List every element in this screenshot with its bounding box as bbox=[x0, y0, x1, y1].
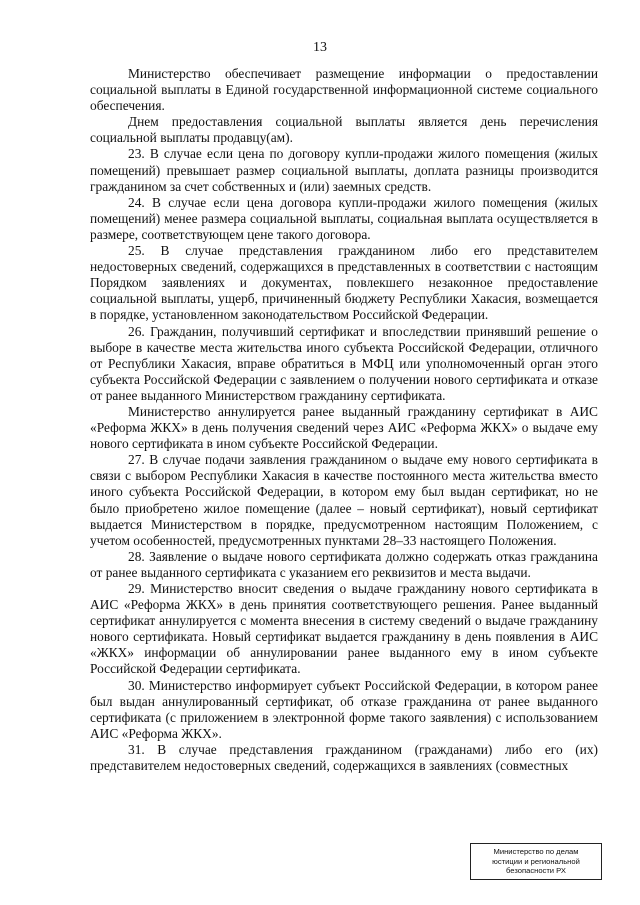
paragraph-30: 30. Министерство информирует субъект Российской Федерации, в котором ранее был выдан аннулированный сертификат, об отказе гражданина от ранее выданного сертификата (с приложением в электронной форме такого заявления) с использованием АИС «Реформа ЖКХ». bbox=[90, 677, 598, 741]
stamp-line-1: Министерство по делам bbox=[493, 847, 579, 856]
paragraph-26-annulment: Министерство аннулируется ранее выданный гражданину сертификат в АИС «Реформа ЖКХ» в день получения сведений через АИС «Реформа ЖКХ» о выдаче ему нового сертификата в ином субъекте Российской Федерации. bbox=[90, 403, 598, 452]
paragraph-24: 24. В случае если цена договора купли-продажи жилого помещения (жилых помещений) менее размера социальной выплаты, социальная выплата осуществляется в размере, соответствующем цене такого договора. bbox=[90, 194, 598, 242]
stamp-line-3: безопасности РХ bbox=[506, 866, 566, 876]
ministry-stamp bbox=[470, 843, 602, 880]
body-text bbox=[90, 66, 598, 774]
stamp-line-2: юстиции и региональной bbox=[492, 856, 580, 866]
paragraph-26: 26. Гражданин, получивший сертификат и впоследствии принявший решение о выборе в качестве места жительства иного субъекта Российской Федерации, отличного от Республики Хакасия, вправе обратиться в МФЦ или уполномоченный орган этого субъекта Российской Федерации с заявлением о получении нового сертификата и отказе от ранее выданного Министерством гражданину сертификата. bbox=[90, 323, 598, 403]
paragraph-23: 23. В случае если цена по договору купли-продажи жилого помещения (жилых помещений) превышает размер социальной выплаты, доплата разницы производится гражданином за счет собственных и (или) заемных средств. bbox=[90, 146, 598, 194]
paragraph-31: 31. В случае представления гражданином (гражданами) либо его (их) представителем недостоверных сведений, содержащихся в заявлениях (совместных bbox=[90, 741, 598, 774]
paragraph-28: 28. Заявление о выдаче нового сертификата должно содержать отказ гражданина от ранее выданного сертификата с указанием его реквизитов и места выдачи. bbox=[90, 548, 598, 580]
paragraph-payment-day: Днем предоставления социальной выплаты является день перечисления социальной выплаты продавцу(ам). bbox=[90, 114, 598, 146]
paragraph-25: 25. В случае представления гражданином либо его представителем недостоверных сведений, содержащихся в представленных в соответствии с настоящим Порядком заявлениях и документах, повлекшего незаконное предоставление социальной выплаты, ущерб, причиненный бюджету Республики Хакасия, возмещается в порядке, установленном законодательством Российской Федерации. bbox=[90, 243, 598, 323]
paragraph-info-placement: Министерство обеспечивает размещение информации о предоставлении социальной выплаты в Единой государственной информационной системе социального обеспечения. bbox=[90, 66, 598, 114]
paragraph-27: 27. В случае подачи заявления гражданином о выдаче ему нового сертификата в связи с выбором Республики Хакасия в качестве постоянного места жительства вместо иного субъекта Российской Федерации, в котором ему был выдан сертификат, но не было приобретено жилое помещение (далее – новый сертификат), новый сертификат выдается Министерством в порядке, предусмотренном настоящим Положением, с учетом особенностей, предусмотренных пунктами 28–33 настоящего Положения. bbox=[90, 452, 598, 548]
paragraph-29: 29. Министерство вносит сведения о выдаче гражданину нового сертификата в АИС «Реформа ЖКХ» в день принятия соответствующего решения. Ранее выданный сертификат аннулируется с момента внесения в систему сведений о выдаче гражданину нового сертификата. Новый сертификат выдается гражданину в день появления в АИС «ЖКХ» информации об аннулировании ранее выданного ему в ином субъекте Российской Федерации сертификата. bbox=[90, 581, 598, 677]
page-number: 13 bbox=[313, 40, 327, 55]
